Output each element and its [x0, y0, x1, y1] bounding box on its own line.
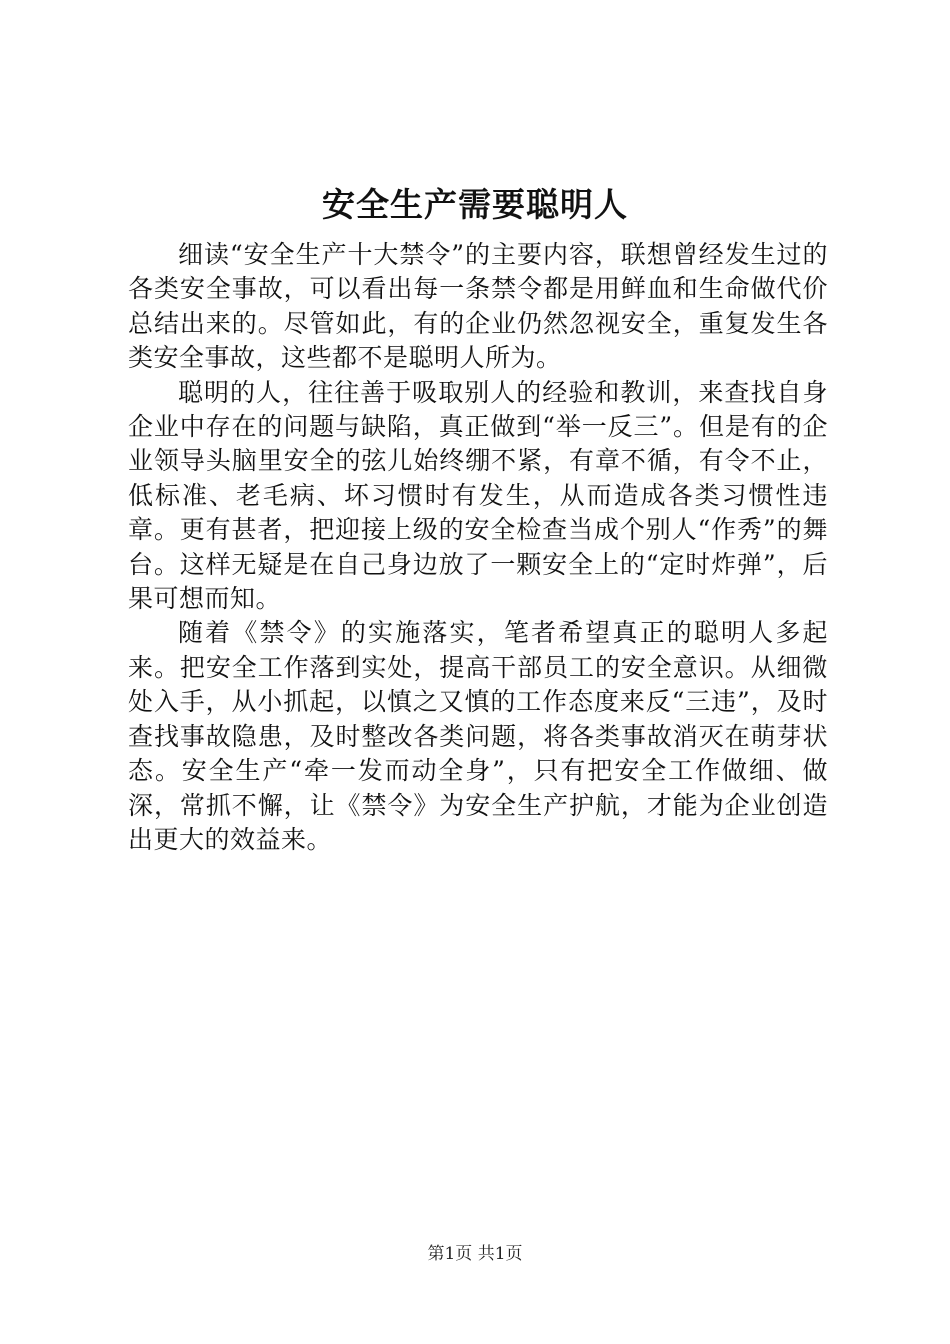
page-footer: 第1页 共1页	[427, 1244, 523, 1264]
document-title: 安全生产需要聪明人	[322, 185, 628, 224]
paragraph-1: 细读“安全生产十大禁令”的主要内容，联想曾经发生过的各类安全事故，可以看出每一条禁令都是用鲜血和生命做代价总结出来的。尽管如此，有的企业仍然忽视安全，重复发生各类安全事故，这些都不是聪明人所为。	[128, 240, 828, 373]
paragraph-2: 聪明的人，往往善于吸取别人的经验和教训，来查找自身企业中存在的问题与缺陷，真正做到“举一反三”。但是有的企业领导头脑里安全的弦儿始终绷不紧，有章不循，有令不止，低标准、老毛病、坏习惯时有发生，从而造成各类习惯性违章。更有甚者，把迎接上级的安全检查当成个别人“作秀”的舞台。这样无疑是在自己身边放了一颗安全上的“定时炸弹”，后果可想而知。	[128, 377, 828, 614]
document-body	[128, 238, 828, 857]
paragraph-3: 随着《禁令》的实施落实，笔者希望真正的聪明人多起来。把安全工作落到实处，提高干部员工的安全意识。从细微处入手，从小抓起，以慎之又慎的工作态度来反“三违”，及时查找事故隐患，及时整改各类问题，将各类事故消灭在萌芽状态。安全生产“牵一发而动全身”，只有把安全工作做细、做深，常抓不懈，让《禁令》为安全生产护航，才能为企业创造出更大的效益来。	[128, 618, 828, 854]
